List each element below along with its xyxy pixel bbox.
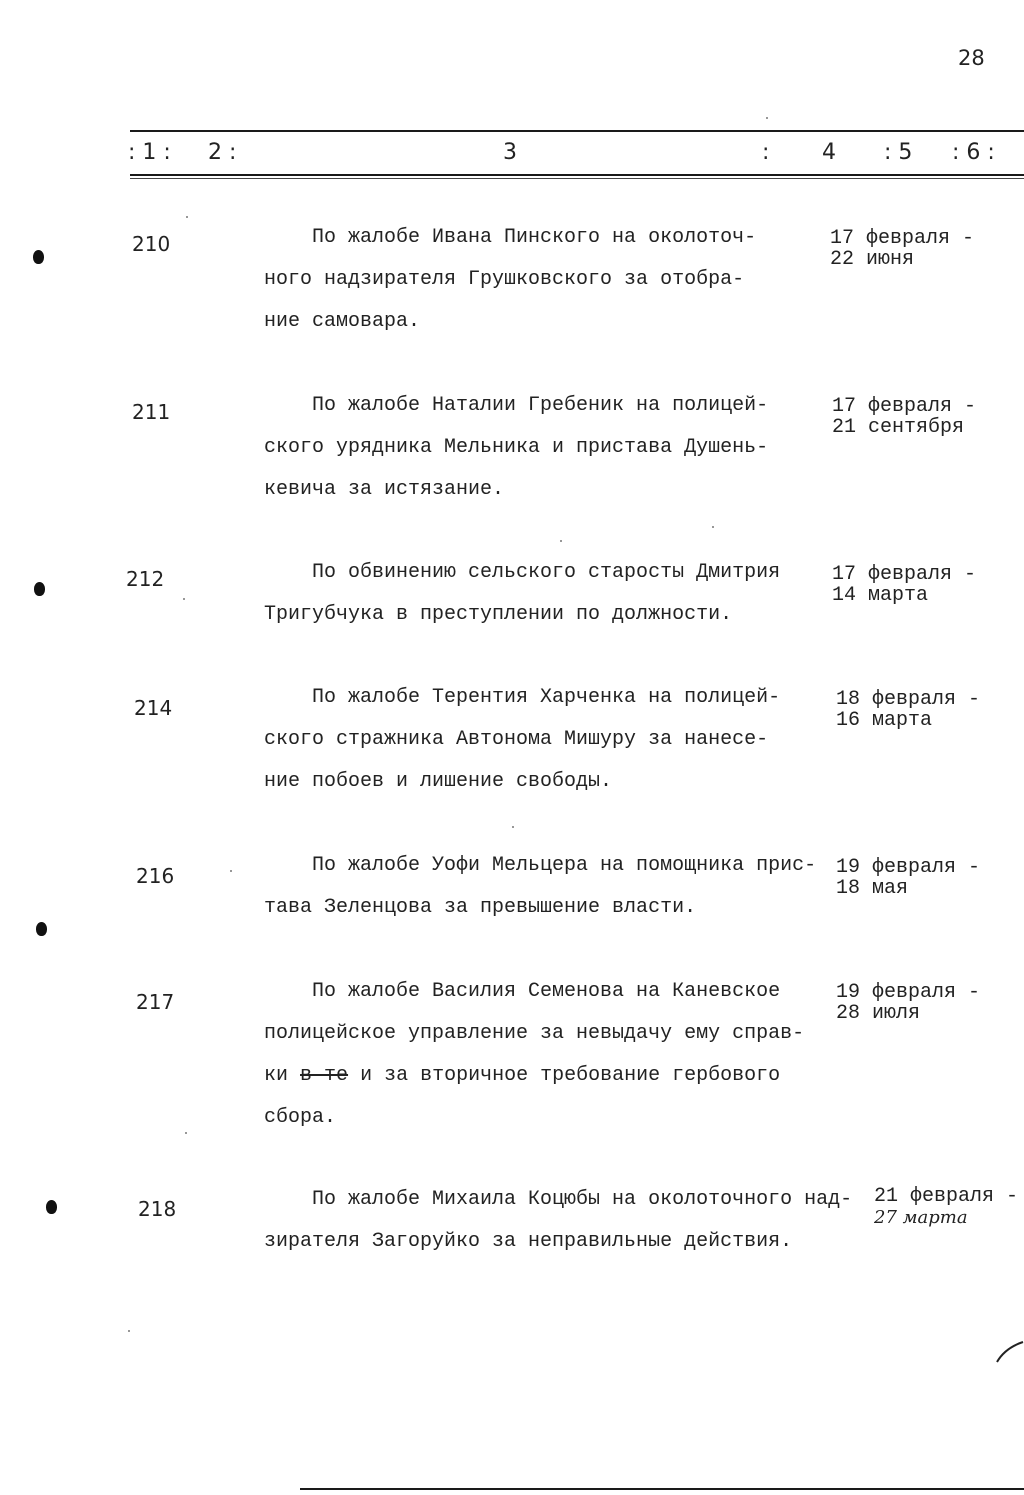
column-header-6: : 6 : [952,140,995,165]
entry-line: ние самовара. [264,310,421,333]
column-header-1: : 1 : [128,140,171,165]
column-header-5: : 5 [884,140,913,165]
entry-line: Тригубчука в преступлении по должности. [264,603,733,626]
scan-speck [560,540,562,542]
scan-speck [712,526,714,528]
date-end: 28 июля [836,1002,921,1025]
entry-line: и за вторичное требование гербового [360,1064,781,1087]
scan-speck [512,826,514,828]
date-end: 21 сентября [832,416,965,439]
entry-text [264,1179,853,1263]
entry-number: 210 [132,232,171,256]
entry-line: зирателя Загоруйко за неправильные действия. [264,1230,793,1253]
punch-hole-mark [36,922,47,936]
entry-dates [830,228,974,270]
date-start: 17 февраля - [832,563,977,586]
entry-line: ки [264,1064,289,1087]
header-rule-top [130,130,1024,132]
entry-dates [836,857,980,899]
date-end: 18 мая [836,877,909,900]
entry-line: ского стражника Автонома Мишуру за нанесе- [264,728,769,751]
punch-hole-mark [33,250,44,264]
entry-text [264,385,844,511]
scan-speck [186,216,188,218]
date-start: 19 февраля - [836,981,981,1004]
entry-line: кевича за истязание. [264,478,505,501]
page-bottom-rule [300,1488,1024,1490]
entry-dates [874,1186,1018,1228]
column-separator: : [762,140,770,165]
entry-line: ного надзирателя Грушковского за отобра- [264,268,745,291]
scan-speck [128,1330,130,1332]
column-header-2: 2 : [208,140,237,165]
date-end: 22 июня [830,248,915,271]
entry-dates [836,689,980,731]
entry-line: По обвинению сельского старосты Дмитрия [264,561,781,584]
date-end-handwritten: 27 марта [874,1207,968,1228]
entry-line: По жалобе Ивана Пинского на околоточ- [264,226,757,249]
date-start: 18 февраля - [836,688,981,711]
entry-number: 214 [134,696,173,720]
entry-number: 216 [136,864,175,888]
entry-line: тава Зеленцова за превышение власти. [264,896,697,919]
entry-line: сбора. [264,1106,337,1129]
date-start: 21 февраля - [874,1185,1019,1208]
page-number: 28 [958,46,985,70]
entry-line: По жалобе Наталии Гребеник на полицей- [264,394,769,417]
column-header-3: 3 [503,140,517,165]
scan-speck [185,1132,187,1134]
date-start: 17 февраля - [830,227,975,250]
entry-line: По жалобе Василия Семенова на Каневское [264,980,781,1003]
entry-text [264,217,844,343]
punch-hole-mark [46,1200,57,1214]
struck-text: в те [300,1064,349,1087]
entry-line: По жалобе Уофи Мельцера на помощника прис- [264,854,817,877]
header-rule-bottom [130,174,1024,176]
entry-text [264,552,844,636]
header-rule-thin [130,178,1024,179]
scan-speck [183,598,185,600]
entry-line: ние побоев и лишение свободы. [264,770,613,793]
entry-text [264,971,844,1139]
entry-line: ского урядника Мельника и пристава Душень- [264,436,769,459]
entry-text [264,677,844,803]
column-header-4: 4 [822,140,836,165]
entry-dates [832,396,976,438]
punch-hole-mark [34,582,45,596]
pencil-check-mark [995,1340,1024,1364]
date-start: 19 февраля - [836,856,981,879]
entry-number: 218 [138,1197,177,1221]
entry-dates [832,564,976,606]
entry-dates [836,982,980,1024]
entry-line: полицейское управление за невыдачу ему справ- [264,1022,805,1045]
entry-line-with-correction [264,1055,844,1097]
date-end: 14 марта [832,584,929,607]
date-start: 17 февраля - [832,395,977,418]
entry-text [264,845,844,929]
entry-line: По жалобе Терентия Харченка на полицей- [264,686,781,709]
date-end: 16 марта [836,709,933,732]
scan-speck [230,870,232,872]
entry-number: 217 [136,990,175,1014]
entry-line: По жалобе Михаила Коцюбы на околоточного над- [264,1188,853,1211]
scan-speck [766,117,768,119]
entry-number: 211 [132,400,171,424]
entry-number: 212 [126,567,165,591]
